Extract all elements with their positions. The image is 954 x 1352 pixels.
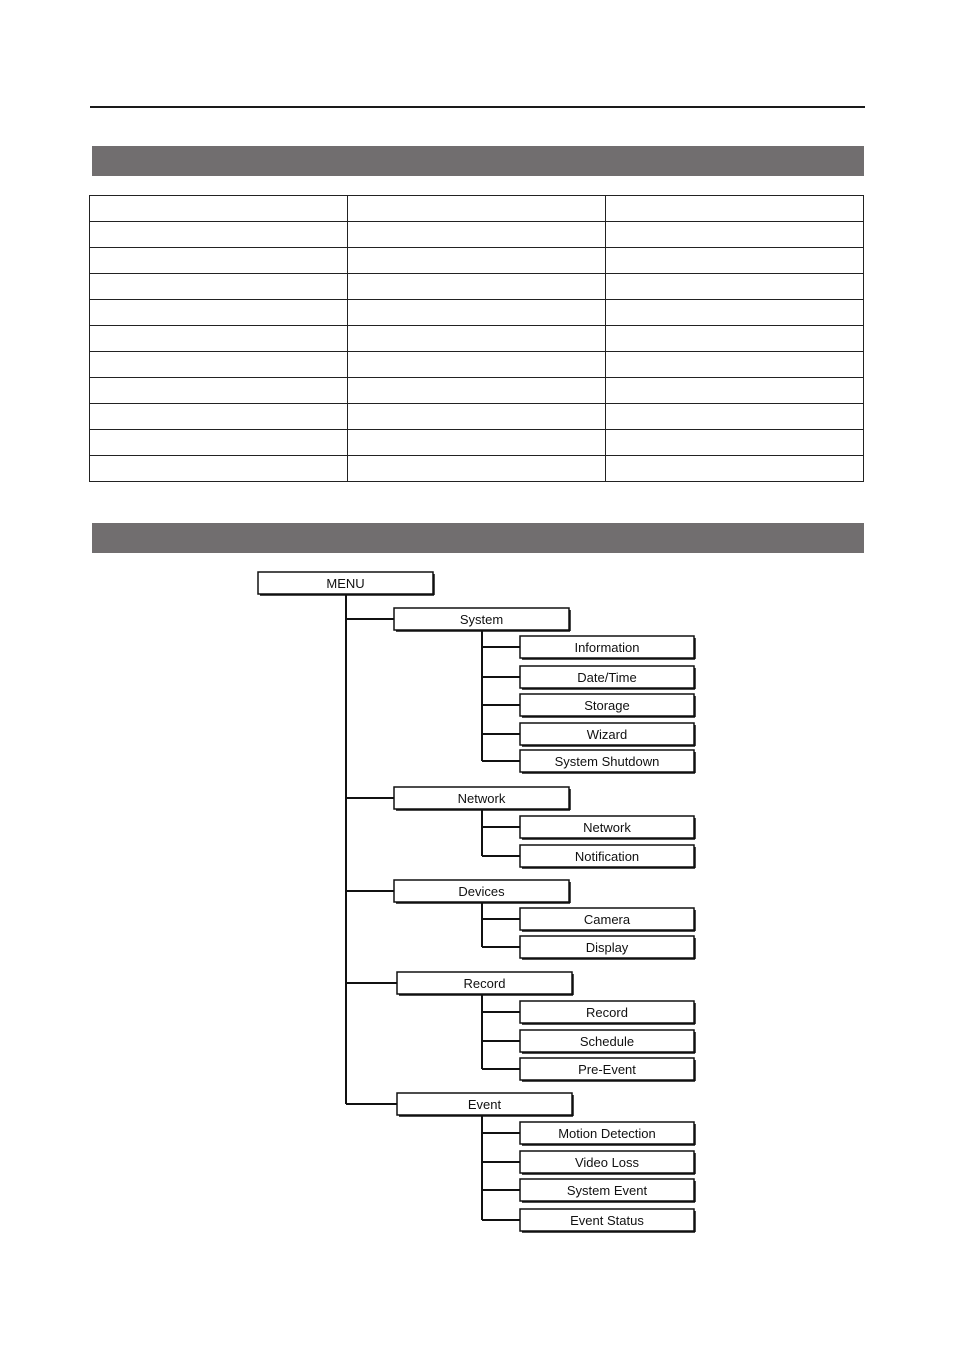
menu-item-system-shutdown (520, 750, 695, 773)
menu-item-video-loss-label: Video Loss (574, 1155, 640, 1170)
menu-group-event (397, 1093, 573, 1116)
menu-item-display-label: Display (585, 940, 629, 955)
menu-item-display (520, 936, 695, 959)
menu-item-camera-label: Camera (583, 912, 631, 927)
menu-item-record (520, 1001, 695, 1024)
menu-item-date-time-label: Date/Time (577, 670, 637, 685)
menu-item-pre-event (520, 1058, 695, 1081)
menu-item-record-label: Record (586, 1005, 628, 1020)
menu-item-network-label: Network (583, 820, 631, 835)
menu-item-event-status-label: Event Status (570, 1213, 644, 1228)
menu-item-system-event-label: System Event (566, 1183, 648, 1198)
menu-root-box-label: MENU (326, 576, 365, 591)
menu-item-network (520, 816, 695, 839)
menu-item-notification-label: Notification (574, 849, 640, 864)
menu-group-record (397, 972, 573, 995)
menu-item-schedule (520, 1030, 695, 1053)
menu-item-notification (520, 845, 695, 868)
menu-item-information (520, 636, 695, 659)
menu-item-wizard-label: Wizard (586, 727, 628, 742)
menu-item-video-loss (520, 1151, 695, 1174)
menu-item-motion-detection-label: Motion Detection (558, 1126, 656, 1141)
menu-item-motion-detection (520, 1122, 695, 1145)
menu-item-system-shutdown-label: System Shutdown (554, 754, 660, 769)
menu-group-system-label: System (459, 612, 504, 627)
menu-root-box (258, 572, 434, 595)
menu-item-information-label: Information (574, 640, 640, 655)
menu-item-storage (520, 694, 695, 717)
menu-group-devices-label: Devices (458, 884, 505, 899)
menu-item-storage-label: Storage (584, 698, 630, 713)
menu-item-system-event (520, 1179, 695, 1202)
menu-group-devices (394, 880, 570, 903)
menu-group-event-label: Event (467, 1097, 502, 1112)
menu-item-event-status (520, 1209, 695, 1232)
menu-item-wizard (520, 723, 695, 746)
menu-item-date-time (520, 666, 695, 689)
menu-item-camera (520, 908, 695, 931)
menu-item-schedule-label: Schedule (579, 1034, 635, 1049)
menu-group-system (394, 608, 570, 631)
menu-item-pre-event-label: Pre-Event (578, 1062, 636, 1077)
menu-group-record-label: Record (463, 976, 506, 991)
menu-group-network (394, 787, 570, 810)
menu-group-network-label: Network (457, 791, 506, 806)
